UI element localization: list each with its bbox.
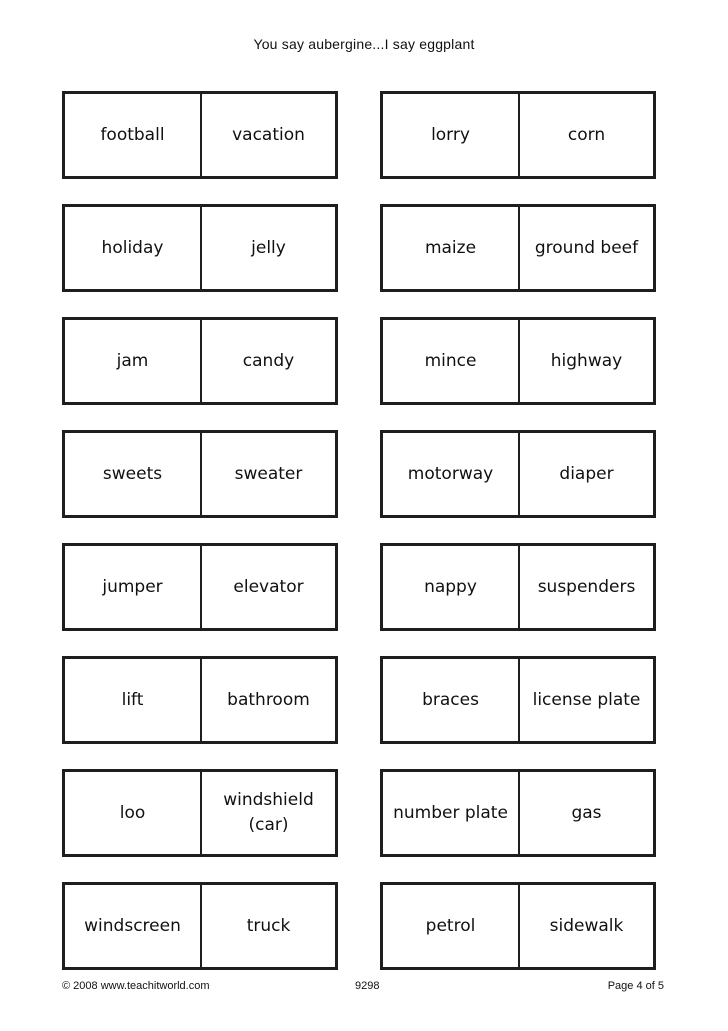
card-word-right: elevator <box>200 546 335 628</box>
card-word-right: highway <box>518 320 653 402</box>
card-word-right: gas <box>518 772 653 854</box>
card-word-left: windscreen <box>84 915 181 936</box>
word-card <box>62 543 338 631</box>
card-word-right: sweater <box>200 433 335 515</box>
card-word-right: bathroom <box>200 659 335 741</box>
word-card <box>62 91 338 179</box>
card-word-left: loo <box>119 802 146 823</box>
card-word-right: diaper <box>518 433 653 515</box>
card-word-left: petrol <box>425 915 476 936</box>
card-word-right: suspenders <box>518 546 653 628</box>
card-word-right: sidewalk <box>518 885 653 967</box>
word-card <box>380 91 656 179</box>
card-word-right: vacation <box>200 94 335 176</box>
card-word-left: mince <box>424 350 477 371</box>
word-card <box>62 204 338 292</box>
word-card <box>380 656 656 744</box>
card-word-left: holiday <box>101 237 164 258</box>
word-card <box>380 769 656 857</box>
card-word-left: motorway <box>407 463 494 484</box>
card-word-left: braces <box>422 689 479 710</box>
page-title: You say aubergine...I say eggplant <box>253 36 475 52</box>
card-word-right: candy <box>200 320 335 402</box>
word-card <box>62 656 338 744</box>
word-card <box>380 317 656 405</box>
word-card <box>62 430 338 518</box>
card-word-left: sweets <box>102 463 163 484</box>
card-word-right: license plate <box>518 659 653 741</box>
word-card <box>62 317 338 405</box>
footer-resource-code: 9298 <box>355 980 380 992</box>
card-word-left: lift <box>121 689 144 710</box>
footer-page-number: Page 4 of 5 <box>607 980 664 992</box>
card-word-right: corn <box>518 94 653 176</box>
footer-copyright: © 2008 www.teachitworld.com <box>62 980 210 992</box>
card-word-left: lorry <box>431 124 470 145</box>
word-card <box>380 430 656 518</box>
card-word-left: number plate <box>393 802 508 823</box>
card-word-left: jam <box>116 350 149 371</box>
card-word-left: jumper <box>102 576 163 597</box>
word-card <box>380 543 656 631</box>
card-word-left: football <box>100 124 165 145</box>
card-word-right: ground beef <box>518 207 653 289</box>
card-word-right: truck <box>200 885 335 967</box>
word-card <box>380 204 656 292</box>
card-word-left: maize <box>424 237 477 258</box>
card-word-right: windshield (car) <box>200 772 335 854</box>
card-word-right: jelly <box>200 207 335 289</box>
word-card <box>62 769 338 857</box>
card-word-left: nappy <box>424 576 477 597</box>
word-card <box>62 882 338 970</box>
word-card <box>380 882 656 970</box>
